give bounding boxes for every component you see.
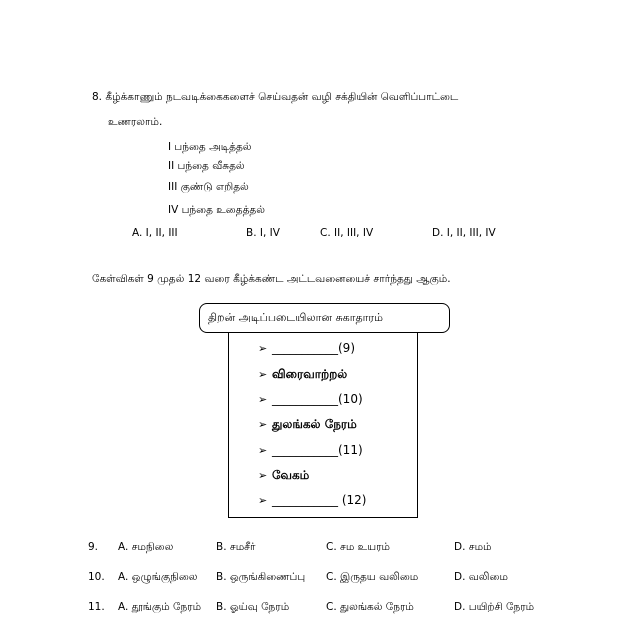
diagram-item-9 <box>258 340 355 357</box>
q8-item-3: III குண்டு எறிதல் <box>168 181 249 193</box>
arrow-bullet-icon: ➢ <box>258 418 268 431</box>
instruction-text: கேள்விகள் 9 முதல் 12 வரை கீழ்க்கண்ட அட்டவனையைச் சார்ந்தது ஆகும். <box>92 273 451 285</box>
blank-10: ___________(10) <box>272 392 363 406</box>
q10-option-a: A. ஒழுங்குநிலை <box>118 571 198 583</box>
q9-option-c: C. சம உயரம் <box>326 541 391 553</box>
q9-option-d: D. சமம் <box>454 541 492 553</box>
q10-option-c: C. இருதய வலிமை <box>326 571 419 583</box>
reaction-time-label: துலங்கல் நேரம் <box>272 417 357 431</box>
diagram-item-12 <box>258 492 366 509</box>
diagram-item-10 <box>258 391 363 408</box>
arrow-bullet-icon: ➢ <box>258 469 268 482</box>
q9-option-a: A. சமநிலை <box>118 541 174 553</box>
blank-9: ___________(9) <box>272 341 355 355</box>
q8-item-4: IV பந்தை உதைத்தல் <box>168 204 265 216</box>
q8-stem-line1: 8. கீழ்க்காணும் நடவடிக்கைகளைச் செய்வதன் வழி சக்தியின் வெளிப்பாட்டை <box>92 91 459 103</box>
q8-option-d: D. I, II, III, IV <box>432 227 496 239</box>
q8-option-b: B. I, IV <box>246 227 280 239</box>
q11-option-a: A. தூங்கும் நேரம் <box>118 601 202 613</box>
q10-option-d: D. வலிமை <box>454 571 508 583</box>
q11-number: 11. <box>88 601 105 613</box>
arrow-bullet-icon: ➢ <box>258 368 268 381</box>
arrow-bullet-icon: ➢ <box>258 444 268 457</box>
blank-11: ___________(11) <box>272 443 363 457</box>
q8-option-a: A. I, II, III <box>132 227 178 239</box>
arrow-bullet-icon: ➢ <box>258 393 268 406</box>
q8-item-2: II பந்தை வீசுதல் <box>168 160 245 172</box>
diagram-item-11 <box>258 442 363 459</box>
q8-item-1: I பந்தை அடித்தல் <box>168 141 252 153</box>
diagram-item-reaction <box>258 416 357 433</box>
q8-stem-line2: உணரலாம். <box>108 116 163 128</box>
arrow-bullet-icon: ➢ <box>258 494 268 507</box>
q8-option-c: C. II, III, IV <box>320 227 374 239</box>
q11-option-c: C. துலங்கல் நேரம் <box>326 601 414 613</box>
q11-option-b: B. ஓய்வு நேரம் <box>216 601 290 613</box>
q9-option-b: B. சமசீர் <box>216 541 256 553</box>
arrow-bullet-icon: ➢ <box>258 342 268 355</box>
q9-number: 9. <box>88 541 99 553</box>
agility-label: விரைவாற்றல் <box>272 367 348 381</box>
diagram-item-speed <box>258 467 309 484</box>
diagram-title: திறன் அடிப்படையிலான சுகாதாரம் <box>199 303 450 333</box>
speed-label: வேகம் <box>272 468 310 482</box>
q10-option-b: B. ஒருங்கிணைப்பு <box>216 571 306 583</box>
q11-option-d: D. பயிற்சி நேரம் <box>454 601 535 613</box>
diagram-item-agility <box>258 366 347 383</box>
blank-12: ___________ (12) <box>272 493 367 507</box>
q10-number: 10. <box>88 571 105 583</box>
